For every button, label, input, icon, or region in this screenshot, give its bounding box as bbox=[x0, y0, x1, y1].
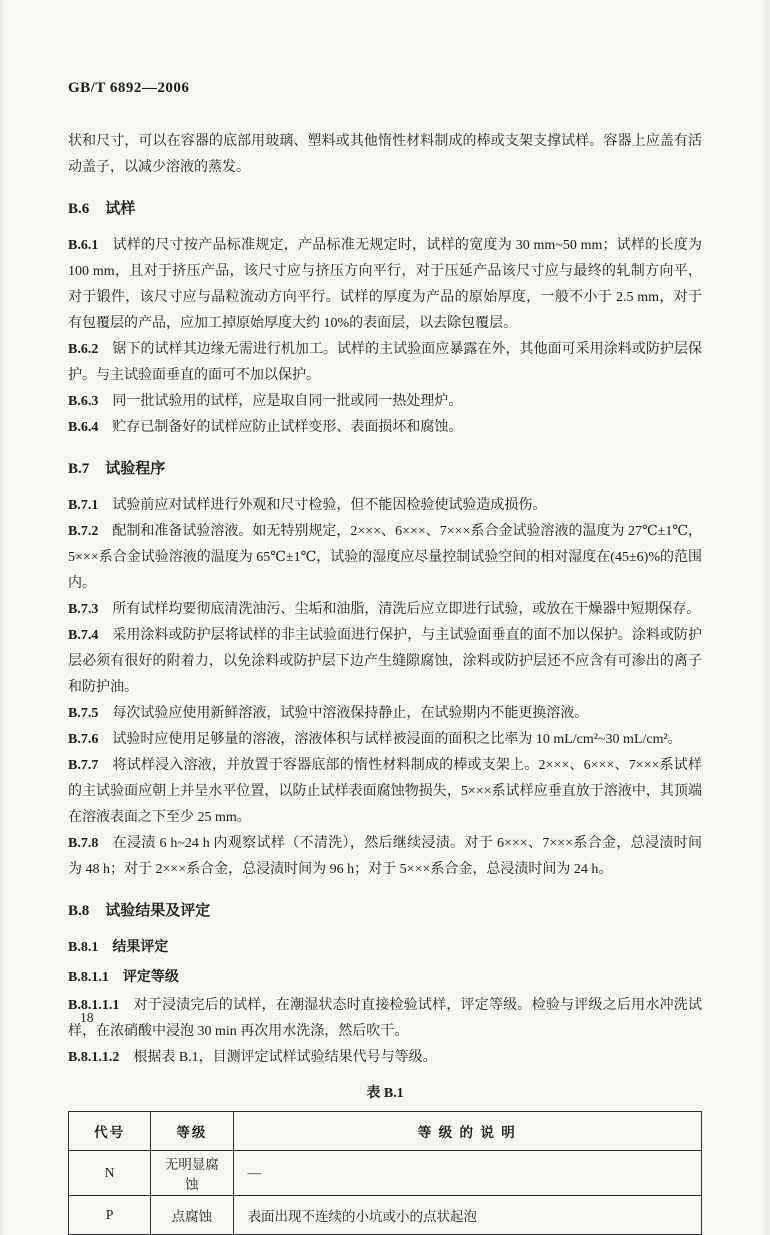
heading-number: B.8.1.1 bbox=[68, 970, 109, 985]
heading-b8-1-1 bbox=[68, 965, 702, 991]
clause-number: B.8.1.1.2 bbox=[68, 1050, 120, 1065]
clause-b6-2 bbox=[68, 337, 702, 389]
heading-number: B.6 bbox=[68, 201, 90, 217]
heading-number: B.7 bbox=[68, 461, 90, 477]
page-number: 18 bbox=[80, 1010, 94, 1025]
clause-b7-8 bbox=[68, 831, 702, 883]
clause-b7-2 bbox=[68, 519, 702, 597]
clause-text: 将试样浸入溶液，并放置于容器底部的惰性材料制成的棒或支架上。2×××、6×××、7×××系试样的主试验面应朝上并呈水平位置，以防止试样表面腐蚀物损失，5×××系试样应垂直放于溶液中，其顶端在溶液表面之下至少 25 mm。 bbox=[68, 758, 702, 825]
clause-b7-5 bbox=[68, 701, 702, 727]
clause-text: 在浸渍 6 h~24 h 内观察试样（不清洗），然后继续浸渍。对于 6×××、7×××系合金，总浸渍时间为 48 h；对于 2×××系合金，总浸渍时间为 96 h；对于 5×××系合金，总浸渍时间为 24 h。 bbox=[68, 836, 702, 877]
clause-b8-1-1-1 bbox=[68, 993, 702, 1045]
clause-text: 所有试样均要彻底清洗油污、尘垢和油脂，清洗后应立即进行试验，或放在干燥器中短期保存。 bbox=[112, 602, 701, 617]
cell-code: N bbox=[69, 1151, 151, 1196]
page-content bbox=[68, 80, 702, 1235]
clause-b8-1-1-2 bbox=[68, 1045, 702, 1071]
heading-title: 试验程序 bbox=[105, 461, 166, 477]
heading-title: 评定等级 bbox=[122, 970, 179, 985]
heading-b8-1 bbox=[68, 935, 702, 961]
cell-grade: 点腐蚀 bbox=[151, 1196, 233, 1235]
clause-number: B.6.2 bbox=[68, 342, 99, 357]
table-row bbox=[69, 1196, 702, 1235]
table-header-description: 等 级 的 说 明 bbox=[233, 1112, 701, 1151]
heading-title: 结果评定 bbox=[112, 940, 169, 955]
heading-b7 bbox=[68, 457, 702, 481]
clause-number: B.7.2 bbox=[68, 524, 99, 539]
clause-text: 配制和准备试验溶液。如无特别规定，2×××、6×××、7×××系合金试验溶液的温度为 27℃±1℃，5×××系合金试验溶液的温度为 65℃±1℃，试验的湿度应尽量控制试验空间的相对湿度在(45±6)%的范围内。 bbox=[68, 524, 702, 591]
cell-grade: 无明显腐蚀 bbox=[151, 1151, 233, 1196]
body-text bbox=[68, 129, 702, 1071]
clause-number: B.8.1.1.1 bbox=[68, 998, 120, 1013]
clause-text: 对于浸渍完后的试样，在潮湿状态时直接检验试样，评定等级。检验与评级之后用水冲洗试样，在浓硝酸中浸泡 30 min 再次用水洗涤，然后吹干。 bbox=[68, 998, 702, 1039]
clause-text: 贮存已制备好的试样应防止试样变形、表面损坏和腐蚀。 bbox=[112, 420, 463, 435]
heading-title: 试验结果及评定 bbox=[105, 903, 211, 919]
table-header-code: 代号 bbox=[69, 1112, 151, 1151]
clause-number: B.7.6 bbox=[68, 732, 99, 747]
heading-number: B.8 bbox=[68, 903, 90, 919]
clause-number: B.6.1 bbox=[68, 238, 99, 253]
clause-b6-3 bbox=[68, 389, 702, 415]
clause-number: B.7.5 bbox=[68, 706, 99, 721]
clause-b7-1 bbox=[68, 493, 702, 519]
clause-text: 每次试验应使用新鲜溶液，试验中溶液保持静止，在试验期内不能更换溶液。 bbox=[112, 706, 589, 721]
clause-number: B.6.3 bbox=[68, 394, 99, 409]
heading-title: 试样 bbox=[105, 201, 136, 217]
clause-text: 试验前应对试样进行外观和尺寸检验，但不能因检验使试验造成损伤。 bbox=[112, 498, 547, 513]
clause-number: B.7.3 bbox=[68, 602, 99, 617]
clause-text: 根据表 B.1，目测评定试样试验结果代号与等级。 bbox=[133, 1050, 437, 1065]
clause-b7-7 bbox=[68, 753, 702, 831]
clause-b7-4 bbox=[68, 623, 702, 701]
running-head: GB/T 6892—2006 bbox=[68, 80, 190, 96]
clause-number: B.7.4 bbox=[68, 628, 99, 643]
cell-description: 表面出现不连续的小坑或小的点状起泡 bbox=[233, 1196, 701, 1235]
clause-b7-6 bbox=[68, 727, 702, 753]
cell-code: P bbox=[69, 1196, 151, 1235]
clause-text: 同一批试验用的试样，应是取自同一批或同一热处理炉。 bbox=[112, 394, 463, 409]
clause-number: B.7.8 bbox=[68, 836, 99, 851]
cell-description: — bbox=[233, 1151, 701, 1196]
clause-b6-1 bbox=[68, 233, 702, 337]
table-header-grade: 等级 bbox=[151, 1112, 233, 1151]
clause-text: 锯下的试样其边缘无需进行机加工。试样的主试验面应暴露在外，其他面可采用涂料或防护层保护。与主试验面垂直的面可不加以保护。 bbox=[68, 342, 702, 383]
table-caption: 表 B.1 bbox=[366, 1086, 404, 1101]
clause-text: 试样的尺寸按产品标准规定，产品标准无规定时，试样的宽度为 30 mm~50 mm；试样的长度为 100 mm，且对于挤压产品，该尺寸应与挤压方向平行，对于压延产品该尺寸应与最终的轧制方向平，对于锻件，该尺寸应与晶粒流动方向平行。试样的厚度为产品的原始厚度，一般不小于 2.5 mm，对于有包覆层的产品，应加工掉原始厚度大约 10%的表面层，以去除包覆层。 bbox=[68, 238, 702, 331]
heading-b6 bbox=[68, 197, 702, 221]
heading-number: B.8.1 bbox=[68, 940, 99, 955]
table-b1 bbox=[68, 1111, 702, 1235]
table-header-row bbox=[69, 1112, 702, 1151]
clause-number: B.7.1 bbox=[68, 498, 99, 513]
clause-text: 试验时应使用足够量的溶液，溶液体积与试样被浸面的面积之比率为 10 mL/cm²~30 mL/cm²。 bbox=[112, 732, 682, 747]
clause-b6-4 bbox=[68, 415, 702, 441]
clause-number: B.7.7 bbox=[68, 758, 99, 773]
paragraph-continuation: 状和尺寸，可以在容器的底部用玻璃、塑料或其他惰性材料制成的棒或支架支撑试样。容器上应盖有活动盖子，以减少溶液的蒸发。 bbox=[68, 134, 702, 175]
clause-b7-3 bbox=[68, 597, 702, 623]
table-row bbox=[69, 1151, 702, 1196]
clause-number: B.6.4 bbox=[68, 420, 99, 435]
clause-text: 采用涂料或防护层将试样的非主试验面进行保护，与主试验面垂直的面不加以保护。涂料或防护层必须有很好的附着力，以免涂料或防护层下边产生缝隙腐蚀，涂料或防护层还不应含有可渗出的离子和防护油。 bbox=[68, 628, 702, 695]
heading-b8 bbox=[68, 899, 702, 923]
